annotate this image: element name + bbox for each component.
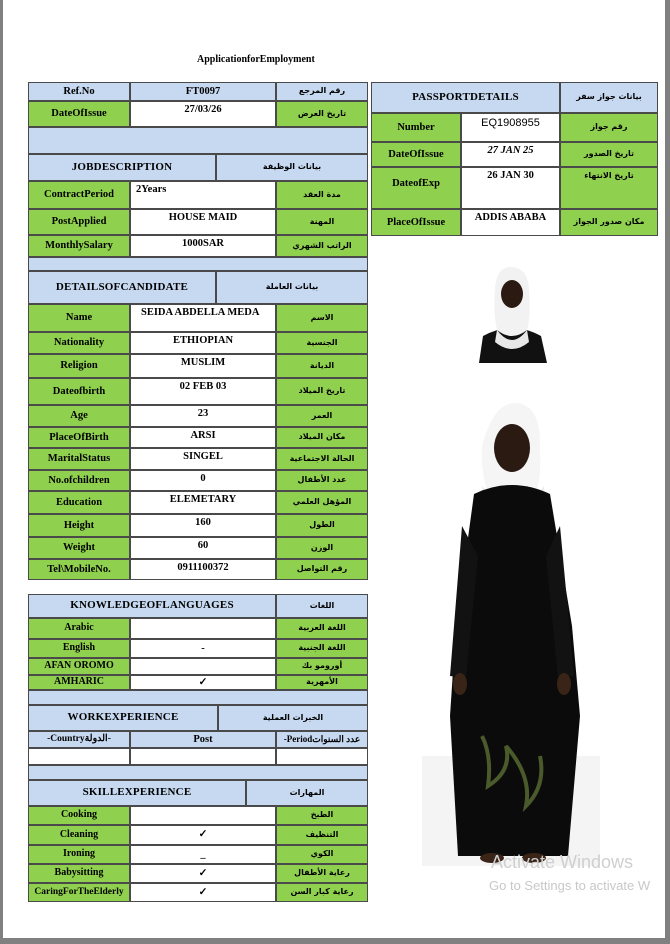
candidate-label-1: Nationality [28,332,130,354]
language-value-3: ✓ [130,675,276,690]
passport-number-ar: رقم جواز [560,113,658,142]
candidate-value-7: 0 [130,470,276,491]
spacer-row [28,127,368,154]
spacer-row [28,257,368,271]
candidate-label-0: Name [28,304,130,332]
post-applied-label: PostApplied [28,209,130,235]
candidate-value-11: 0911100372 [130,559,276,580]
candidate-ar-6: الحالة الاجتماعية [276,448,368,470]
skill-label-3: Babysitting [28,864,130,883]
candidate-ar-10: الوزن [276,537,368,559]
contract-period-label: ContractPeriod [28,181,130,209]
passport-number-value: EQ1908955 [461,113,560,142]
passport-place-value: ADDIS ABABA [461,209,560,236]
work-col-period: -Periodعدد السنوات [276,731,368,748]
candidate-value-6: SINGEL [130,448,276,470]
candidate-value-0: SEIDA ABDELLA MEDA [130,304,276,332]
candidate-value-9: 160 [130,514,276,537]
portrait-photo [471,258,553,363]
spacer-row [28,765,368,780]
candidate-label-3: Dateofbirth [28,378,130,405]
language-label-3: AMHARIC [28,675,130,690]
issue-value: 27/03/26 [130,101,276,127]
candidate-value-5: ARSI [130,427,276,448]
work-cell [130,748,276,765]
passport-exp-value: 26 JAN 30 [461,167,560,209]
candidate-label-4: Age [28,405,130,427]
skill-label-2: Ironing [28,845,130,864]
candidate-value-1: ETHIOPIAN [130,332,276,354]
candidate-label-11: Tel\MobileNo. [28,559,130,580]
language-label-0: Arabic [28,618,130,639]
skill-ar-2: الكوي [276,845,368,864]
watermark-line2: Go to Settings to activate W [489,878,651,893]
passport-issue-ar: تاريخ الصدور [560,142,658,167]
skill-value-2: _ [130,845,276,864]
passport-number-label: Number [371,113,461,142]
language-ar-3: الأمهرية [276,675,368,690]
skill-ar-4: رعاية كبار السن [276,883,368,902]
skill-label-1: Cleaning [28,825,130,845]
passport-issue-value: 27 JAN 25 [461,142,560,167]
candidate-header-ar: بيانات العاملة [216,271,368,304]
candidate-label-9: Height [28,514,130,537]
application-page [3,0,665,938]
full-body-photo [422,376,600,866]
work-col-post: Post [130,731,276,748]
candidate-ar-0: الاسم [276,304,368,332]
skills-header-ar: المهارات [246,780,368,806]
monthly-salary-label: MonthlySalary [28,235,130,257]
passport-header-ar: بيانات جواز سفر [560,82,658,113]
candidate-label-2: Religion [28,354,130,378]
contract-period-ar: مدة العقد [276,181,368,209]
candidate-value-2: MUSLIM [130,354,276,378]
ref-ar: رقم المرجع [276,82,368,101]
language-label-1: English [28,639,130,658]
candidate-ar-4: العمر [276,405,368,427]
skill-value-0 [130,806,276,825]
candidate-ar-5: مكان الميلاد [276,427,368,448]
skill-label-0: Cooking [28,806,130,825]
candidate-ar-1: الجنسية [276,332,368,354]
monthly-salary-ar: الراتب الشهري [276,235,368,257]
skill-value-3: ✓ [130,864,276,883]
candidate-ar-3: تاريخ الميلاد [276,378,368,405]
candidate-ar-2: الديانة [276,354,368,378]
languages-header-ar: اللغات [276,594,368,618]
language-value-0 [130,618,276,639]
skill-value-1: ✓ [130,825,276,845]
work-header-ar: الخبرات العملية [218,705,368,731]
watermark-line1: Activate Windows [491,852,634,872]
passport-header: PASSPORTDETAILS [371,82,560,113]
work-cell [276,748,368,765]
ref-label: Ref.No [28,82,130,101]
language-value-1: - [130,639,276,658]
candidate-ar-9: الطول [276,514,368,537]
issue-ar: تاريخ العرض [276,101,368,127]
candidate-label-6: MaritalStatus [28,448,130,470]
issue-label: DateOfIssue [28,101,130,127]
skill-ar-3: رعاية الأطفال [276,864,368,883]
candidate-label-7: No.ofchildren [28,470,130,491]
skill-label-4: CaringForTheElderly [28,883,130,902]
post-applied-ar: المهنة [276,209,368,235]
passport-exp-ar: تاريخ الانتهاء [560,167,658,209]
work-cell [28,748,130,765]
spacer-row [28,690,368,705]
passport-exp-label: DateofExp [371,167,461,209]
skills-header: SKILLEXPERIENCE [28,780,246,806]
contract-period-value: 2Years [130,181,276,209]
language-ar-2: أورومو بك [276,658,368,675]
candidate-label-10: Weight [28,537,130,559]
page-title: ApplicationforEmployment [197,54,315,65]
work-header: WORKEXPERIENCE [28,705,218,731]
skill-ar-1: التنظيف [276,825,368,845]
job-header: JOBDESCRIPTION [28,154,216,181]
candidate-ar-7: عدد الأطفال [276,470,368,491]
candidate-value-4: 23 [130,405,276,427]
language-label-2: AFAN OROMO [28,658,130,675]
candidate-label-8: Education [28,491,130,514]
skill-value-4: ✓ [130,883,276,902]
candidate-value-3: 02 FEB 03 [130,378,276,405]
passport-place-ar: مكان صدور الجواز [560,209,658,236]
candidate-label-5: PlaceOfBirth [28,427,130,448]
post-applied-value: HOUSE MAID [130,209,276,235]
ref-value: FT0097 [130,82,276,101]
language-ar-1: اللغة الجنبية [276,639,368,658]
job-header-ar: بيانات الوظيفة [216,154,368,181]
language-ar-0: اللغة العربية [276,618,368,639]
candidate-ar-8: المؤهل العلمي [276,491,368,514]
languages-header: KNOWLEDGEOFLANGUAGES [28,594,276,618]
passport-issue-label: DateOfIssue [371,142,461,167]
candidate-header: DETAILSOFCANDIDATE [28,271,216,304]
skill-ar-0: الطبخ [276,806,368,825]
candidate-value-10: 60 [130,537,276,559]
language-value-2 [130,658,276,675]
candidate-value-8: ELEMETARY [130,491,276,514]
candidate-ar-11: رقم التواصل [276,559,368,580]
monthly-salary-value: 1000SAR [130,235,276,257]
passport-place-label: PlaceOfIssue [371,209,461,236]
work-col-country: -Countryالدولة- [28,731,130,748]
